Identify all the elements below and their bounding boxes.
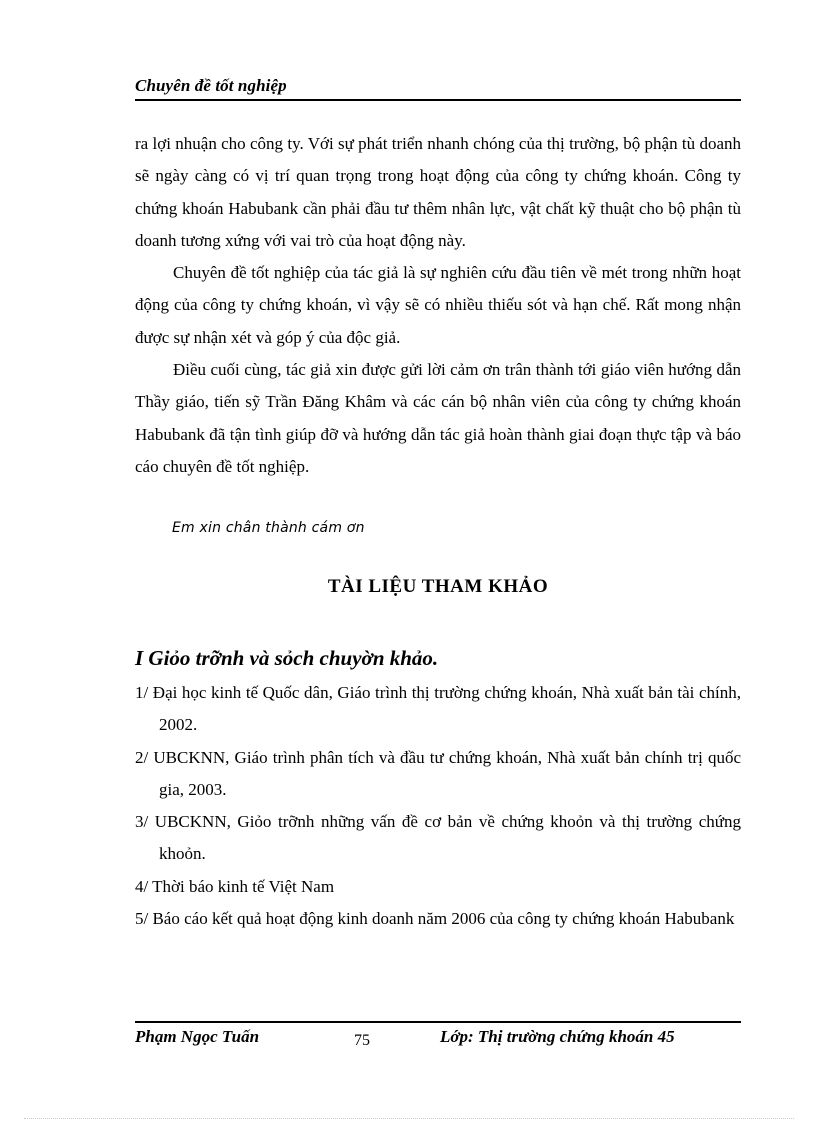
body-text — [135, 128, 741, 483]
reference-item: 3/ UBCKNN, Giỏo trỡnh những vấn đề cơ bản về chứng khoỏn và thị trường chứng khoỏn. — [135, 812, 741, 864]
references-section-title: I Giỏo trỡnh và sỏch chuyờn khảo. — [135, 646, 439, 670]
reference-item: 2/ UBCKNN, Giáo trình phân tích và đầu tư chứng khoán, Nhà xuất bản chính trị quốc gia, 2003. — [135, 747, 741, 799]
paragraph-acknowledgement: Điều cuối cùng, tác giả xin được gửi lời cảm ơn trân thành tới giáo viên hướng dẫn Thầy giáo, tiến sỹ Trần Đăng Khâm và các cán bộ nhân viên của công ty chứng khoán Habubank đã tận tình giúp đỡ và hướng dẫn tác giả hoàn thành giai đoạn thực tập và báo cáo chuyên đề tốt nghiệp. — [135, 360, 741, 476]
running-header-title: Chuyên đề tốt nghiệp — [135, 76, 287, 95]
footer-class-label: Lớp: Thị trường chứng khoán 45 — [440, 1027, 675, 1046]
references-list — [135, 677, 741, 935]
paragraph-continuation: ra lợi nhuận cho công ty. Với sự phát triển nhanh chóng của thị trường, bộ phận tù doanh sẽ ngày càng có vị trí quan trọng trong hoạt động của công ty chứng khoán. Công ty chứng khoán Habubank cần phải đầu tư thêm nhân lực, vật chất kỹ thuật cho bộ phận tù doanh tương xứng với vai trò của hoạt động này. — [135, 134, 741, 250]
page-number: 75 — [354, 1032, 370, 1049]
reference-item: 1/ Đại học kinh tế Quốc dân, Giáo trình thị trường chứng khoán, Nhà xuất bản tài chính, 2002. — [135, 683, 741, 735]
footer-divider — [135, 1021, 741, 1023]
paragraph-thesis-note: Chuyên đề tốt nghiệp của tác giả là sự nghiên cứu đầu tiên về mét trong nhữn hoạt động của công ty chứng khoán, vì vậy sẽ có nhiều thiếu sót và hạn chế. Rất mong nhận được sự nhận xét và góp ý của độc giả. — [135, 263, 741, 347]
footer-author: Phạm Ngọc Tuấn — [135, 1027, 260, 1046]
page-bottom-dotted-edge — [24, 1118, 794, 1119]
header-divider — [135, 99, 741, 101]
reference-item: 4/ Thời báo kinh tế Việt Nam — [135, 876, 335, 896]
reference-item: 5/ Báo cáo kết quả hoạt động kinh doanh năm 2006 của công ty chứng khoán Habubank — [135, 909, 735, 929]
references-heading: TÀI LIỆU THAM KHẢO — [327, 576, 549, 597]
closing-thanks: Em xin chân thành cám ơn — [172, 520, 365, 536]
